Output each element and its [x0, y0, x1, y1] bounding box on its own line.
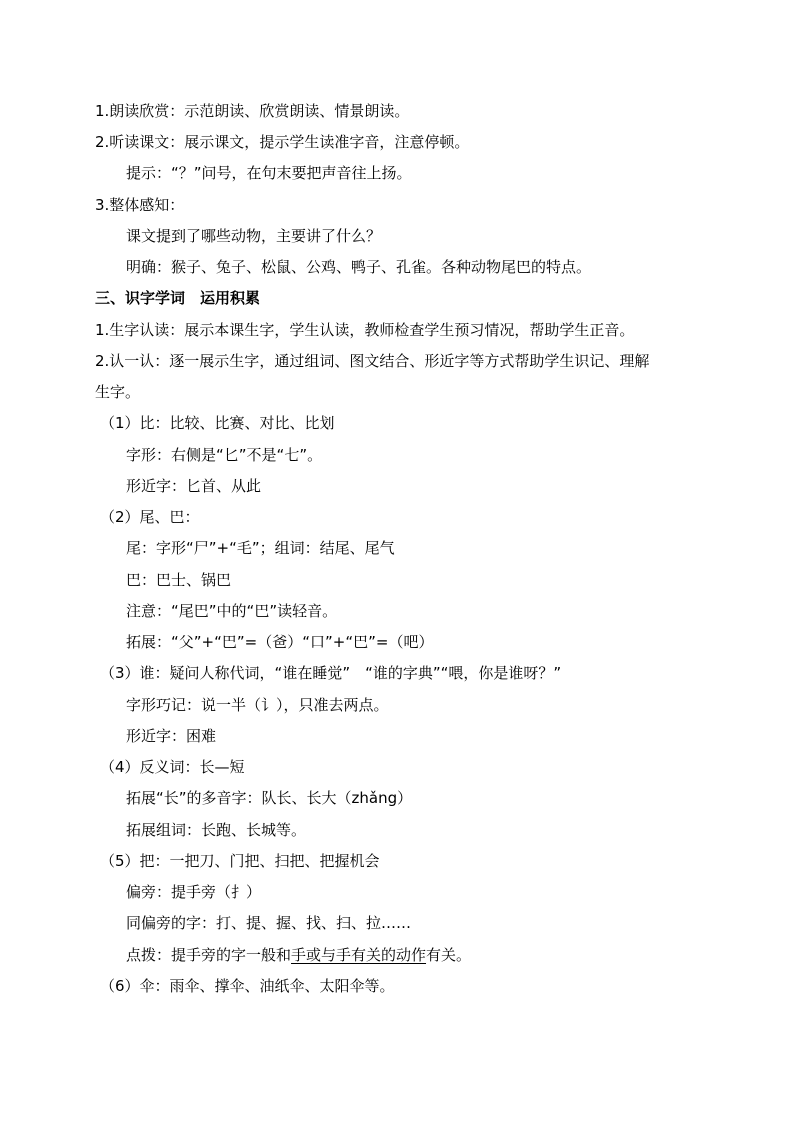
text-line: 1.生字认读：展示本课生字，学生认读，教师检查学生预习情况，帮助学生正音。: [95, 321, 635, 339]
text-line: （2）尾、巴：: [100, 508, 200, 526]
text-line: （5）把：一把刀、门把、扫把、把握机会: [100, 852, 380, 870]
text-line: （1）比：比较、比赛、对比、比划: [100, 414, 335, 432]
text-line: 拓展组词：长跑、长城等。: [126, 821, 307, 839]
text-line: 巴：巴士、锅巴: [126, 571, 232, 589]
text-line: 拓展：“父”+“巴”=（爸）“口”+“巴”=（吧）: [126, 633, 434, 651]
text-segment: 点拨：提手旁的字一般和: [126, 946, 292, 964]
underlined-text: 手或与手有关的动作: [291, 946, 427, 964]
text-line: [126, 945, 471, 965]
text-line: （6）伞：雨伞、撑伞、油纸伞、太阳伞等。: [100, 977, 395, 995]
text-line: 字形巧记：说一半（讠），只准去两点。: [126, 696, 389, 714]
text-line: 形近字：困难: [126, 727, 217, 745]
text-line: 2.听读课文：展示课文，提示学生读准字音，注意停顿。: [95, 133, 470, 151]
text-line: 同偏旁的字：打、提、握、找、扫、拉……: [126, 914, 412, 932]
section-heading: 三、识字学词 运用积累: [95, 289, 261, 307]
text-line: 3.整体感知：: [95, 196, 185, 214]
text-line: 1.朗读欣赏：示范朗读、欣赏朗读、情景朗读。: [95, 102, 410, 120]
text-line: （4）反义词：长—短: [100, 758, 245, 776]
text-line: 注意：“尾巴”中的“巴”读轻音。: [126, 602, 338, 620]
text-line: 尾：字形“尸”+“毛”；组词：结尾、尾气: [126, 539, 395, 557]
text-line: 提示：“？”问号，在句末要把声音往上扬。: [126, 164, 412, 182]
text-line: 课文提到了哪些动物，主要讲了什么？: [126, 227, 382, 245]
text-segment: 有关。: [426, 946, 472, 964]
text-line: 形近字：匕首、从此: [126, 477, 262, 495]
text-line: （3）谁：疑问人称代词，“谁在睡觉” “谁的字典”“喂，你是谁呀？”: [100, 664, 562, 682]
text-line: 拓展“长”的多音字：队长、长大（zhǎng）: [126, 789, 413, 807]
text-line: 明确：猴子、兔子、松鼠、公鸡、鸭子、孔雀。各种动物尾巴的特点。: [126, 258, 592, 276]
text-line: 生字。: [95, 383, 141, 401]
text-line: 偏旁：提手旁（扌）: [126, 883, 262, 901]
text-line: 2.认一认：逐一展示生字，通过组词、图文结合、形近字等方式帮助学生识记、理解: [95, 352, 650, 370]
text-line: 字形：右侧是“匕”不是“七”。: [126, 446, 323, 464]
